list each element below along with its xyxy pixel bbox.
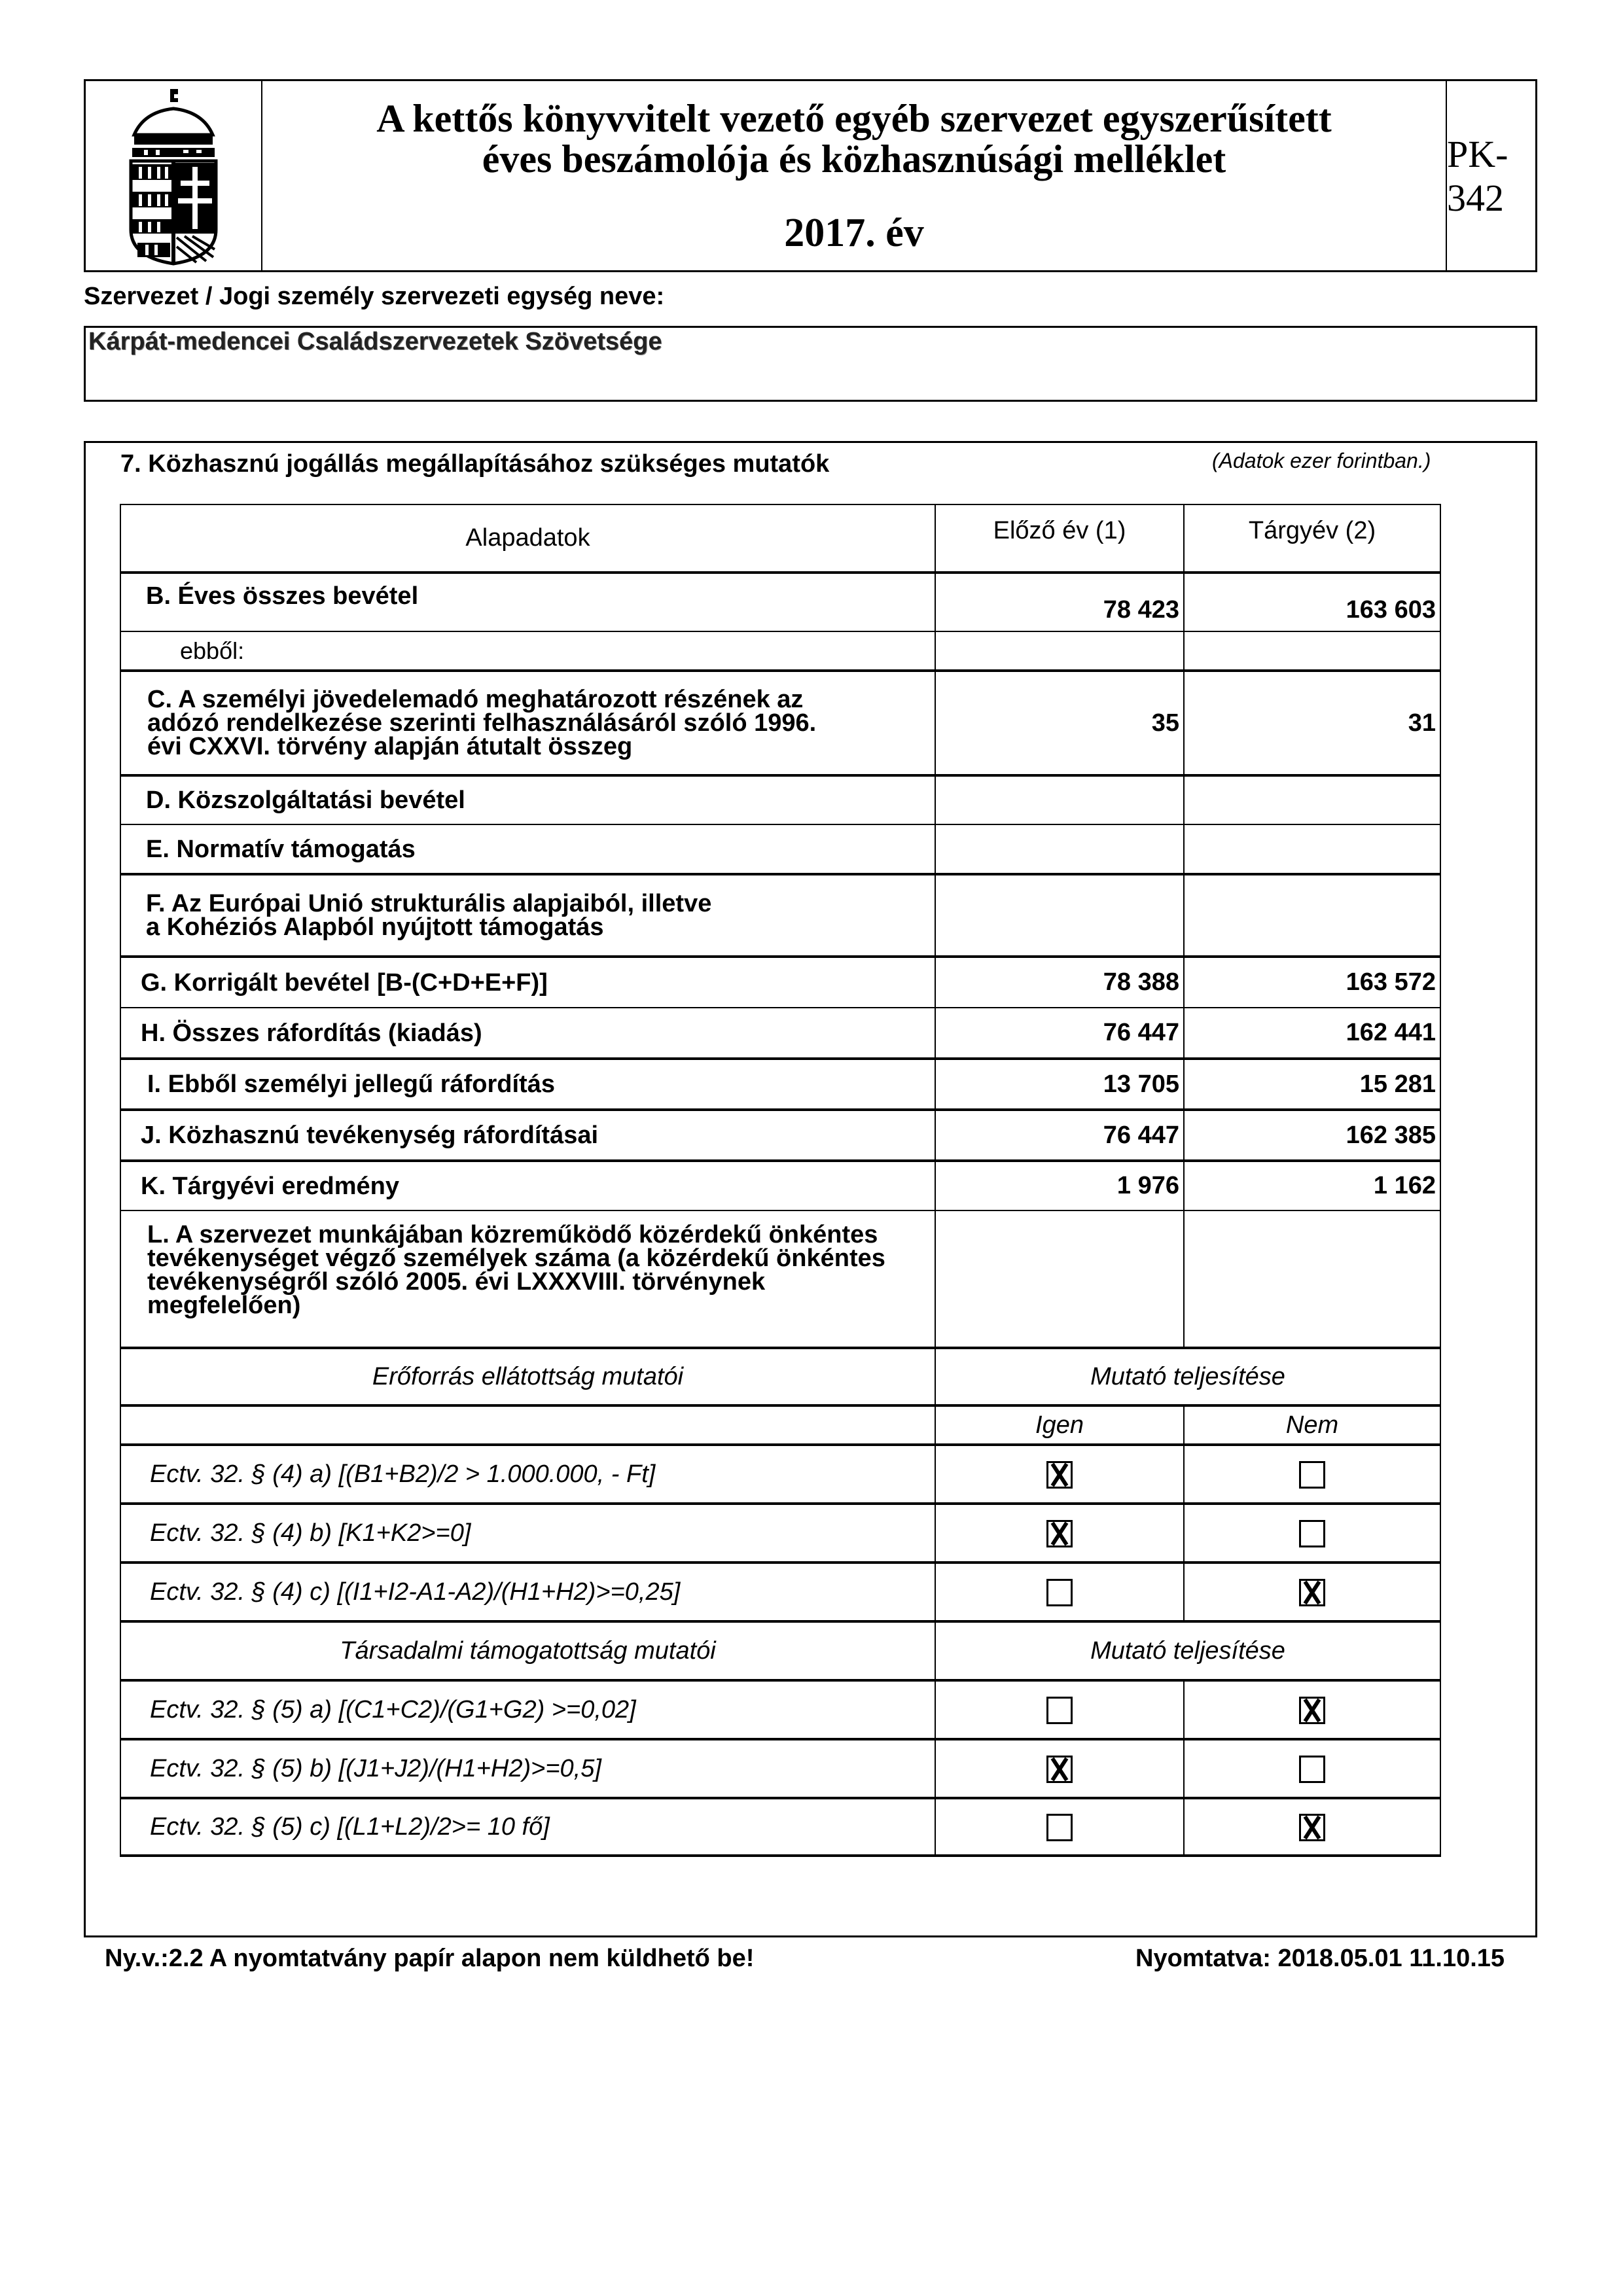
row-label: G. Korrigált bevétel [B-(C+D+E+F)] [120,957,935,1008]
indicator-row [120,1563,1440,1621]
row-prev-value: 78 388 [935,957,1184,1008]
fulfillment-header: Mutató teljesítése [935,1621,1440,1680]
row-prev-value: 13 705 [935,1059,1184,1110]
resource-section-header [120,1348,1440,1405]
row-prev-value [935,874,1184,957]
footer-print-timestamp: Nyomtatva: 2018.05.01 11.10.15 [1135,1945,1505,1972]
row-label: I. Ebből személyi jellegű ráfordítás [120,1059,935,1110]
row-prev-value [935,775,1184,824]
organization-label: Szervezet / Jogi személy szervezeti egység neve: [84,283,665,310]
row-curr-value: 162 441 [1184,1008,1440,1059]
indicator-row [120,1680,1440,1739]
yes-checkbox-checked[interactable] [1046,1461,1073,1489]
yes-checkbox-checked[interactable] [1046,1520,1073,1547]
footer-version-note: Ny.v.:2.2 A nyomtatvány papír alapon nem küldhető be! [105,1945,755,1972]
row-label: K. Tárgyévi eredmény [120,1161,935,1210]
row-prev-value: 35 [935,671,1184,775]
form-year: 2017. év [784,211,924,255]
row-prev-value: 76 447 [935,1008,1184,1059]
header-current-year: Tárgyév (2) [1184,504,1440,573]
indicator-label: Ectv. 32. § (5) c) [(L1+L2)/2>= 10 fő] [120,1798,935,1856]
no-checkbox-checked[interactable] [1299,1697,1325,1724]
no-cell [1184,1680,1440,1739]
yes-no-header-row [120,1405,1440,1445]
row-curr-value [1184,824,1440,874]
form-title-line1: A kettős könyvvitelt vezető egyéb szervezet egyszerűsített [376,97,1332,140]
table-row [120,824,1440,874]
form-header [84,79,1537,272]
indicator-row [120,1798,1440,1856]
indicator-label: Ectv. 32. § (4) b) [K1+K2>=0] [120,1504,935,1563]
hungarian-coat-of-arms-icon [124,86,223,266]
row-label: F. Az Európai Unió strukturális alapjaiból, illetve a Kohéziós Alapból nyújtott támogatás [120,874,935,957]
yes-checkbox[interactable] [1046,1814,1073,1841]
resource-section-title: Erőforrás ellátottság mutatói [120,1348,935,1405]
no-checkbox-checked[interactable] [1299,1814,1325,1841]
units-note: (Adatok ezer forintban.) [1212,449,1431,472]
yes-header: Igen [935,1405,1184,1445]
yes-cell [935,1563,1184,1621]
no-cell [1184,1739,1440,1798]
row-prev-value [935,824,1184,874]
organization-name-field [84,326,1537,402]
indicators-table [120,504,1440,1857]
no-cell [1184,1563,1440,1621]
indicator-label: Ectv. 32. § (4) a) [(B1+B2)/2 > 1.000.000, - Ft] [120,1445,935,1504]
form-title-line2: éves beszámolója és közhasznúsági melléklet [482,137,1226,181]
no-checkbox[interactable] [1299,1756,1325,1783]
yes-cell [935,1798,1184,1856]
table-header-row [120,504,1440,573]
table-row [120,874,1440,957]
form-title-cell [262,81,1447,270]
row-curr-value: 163 603 [1184,573,1440,631]
row-label: C. A személyi jövedelemadó meghatározott részének az adózó rendelkezése szerinti felhasználásáról szóló 1996. évi CXXVI. törvény alapján átutalt összeg [120,671,935,775]
header-alapadatok: Alapadatok [120,504,935,573]
yes-checkbox-checked[interactable] [1046,1756,1073,1783]
header-previous-year: Előző év (1) [935,504,1184,573]
row-curr-value: 31 [1184,671,1440,775]
row-prev-value: 76 447 [935,1110,1184,1161]
indicator-row [120,1504,1440,1563]
row-curr-value: 162 385 [1184,1110,1440,1161]
row-curr-value: 15 281 [1184,1059,1440,1110]
no-cell [1184,1445,1440,1504]
row-prev-value [935,1210,1184,1348]
social-section-header [120,1621,1440,1680]
no-header: Nem [1184,1405,1440,1445]
table-row [120,1008,1440,1059]
no-checkbox[interactable] [1299,1520,1325,1547]
row-label: H. Összes ráfordítás (kiadás) [120,1008,935,1059]
yes-checkbox[interactable] [1046,1697,1073,1724]
table-row [120,1210,1440,1348]
indicator-row [120,1445,1440,1504]
no-checkbox[interactable] [1299,1461,1325,1489]
indicator-label: Ectv. 32. § (5) a) [(C1+C2)/(G1+G2) >=0,02] [120,1680,935,1739]
row-curr-value [1184,874,1440,957]
yes-cell [935,1504,1184,1563]
table-row [120,631,1440,671]
table-row [120,1059,1440,1110]
row-curr-value [1184,631,1440,671]
empty-cell [120,1405,935,1445]
row-prev-value [935,631,1184,671]
row-curr-value [1184,775,1440,824]
no-checkbox-checked[interactable] [1299,1579,1325,1606]
yes-cell [935,1739,1184,1798]
table-row [120,1161,1440,1210]
no-cell [1184,1798,1440,1856]
row-curr-value: 163 572 [1184,957,1440,1008]
row-prev-value: 78 423 [935,573,1184,631]
yes-cell [935,1680,1184,1739]
table-row [120,957,1440,1008]
indicator-label: Ectv. 32. § (4) c) [(I1+I2-A1-A2)/(H1+H2)>=0,25] [120,1563,935,1621]
row-label: J. Közhasznú tevékenység ráfordításai [120,1110,935,1161]
yes-checkbox[interactable] [1046,1579,1073,1606]
table-row [120,1110,1440,1161]
row-label: D. Közszolgáltatási bevétel [120,775,935,824]
indicator-row [120,1739,1440,1798]
no-cell [1184,1504,1440,1563]
row-label: ebből: [120,631,935,671]
emblem-cell [86,81,262,270]
section-title: 7. Közhasznú jogállás megállapításához szükséges mutatók [120,450,830,478]
row-label: E. Normatív támogatás [120,824,935,874]
organization-name: Kárpát-medencei Családszervezetek Szövetsége [88,328,662,355]
table-row [120,775,1440,824]
fulfillment-header: Mutató teljesítése [935,1348,1440,1405]
table-row [120,671,1440,775]
social-section-title: Társadalmi támogatottság mutatói [120,1621,935,1680]
form-code: PK-342 [1447,132,1508,219]
indicator-label: Ectv. 32. § (5) b) [(J1+J2)/(H1+H2)>=0,5] [120,1739,935,1798]
yes-cell [935,1445,1184,1504]
row-label: L. A szervezet munkájában közreműködő közérdekű önkéntes tevékenységet végző személyek száma (a közérdekű önkéntes tevékenységről szóló 2005. évi LXXXVIII. törvénynek megfelelően) [120,1210,935,1348]
row-curr-value: 1 162 [1184,1161,1440,1210]
row-label: B. Éves összes bevétel [120,573,935,631]
row-curr-value [1184,1210,1440,1348]
row-prev-value: 1 976 [935,1161,1184,1210]
table-row [120,573,1440,631]
